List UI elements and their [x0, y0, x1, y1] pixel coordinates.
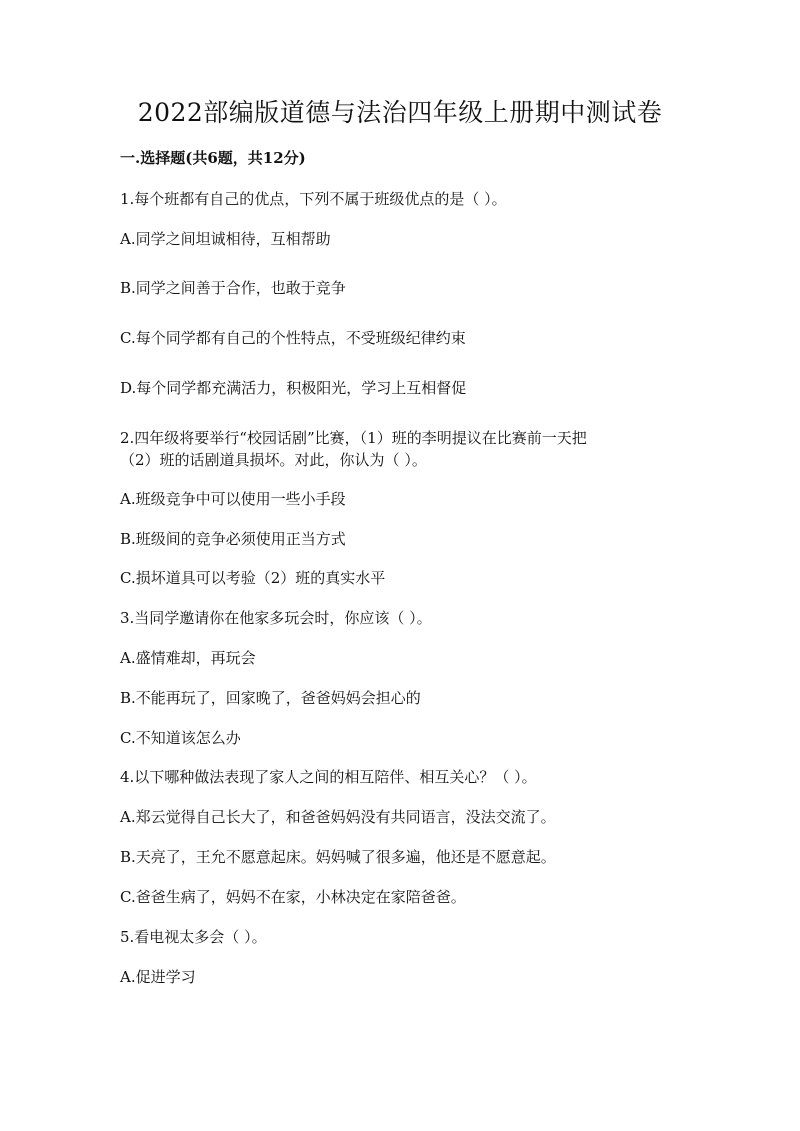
question-3-option-b: B.不能再玩了，回家晚了，爸爸妈妈会担心的 [120, 689, 421, 707]
question-3-stem: 3.当同学邀请你在他家多玩会时，你应该（ ）。 [120, 609, 432, 627]
question-4-option-a: A.郑云觉得自己长大了，和爸爸妈妈没有共同语言，没法交流了。 [120, 808, 556, 826]
question-4-stem: 4.以下哪种做法表现了家人之间的相互陪伴、相互关心？（ ）。 [120, 768, 537, 786]
exam-title: 2022部编版道德与法治四年级上册期中测试卷 [137, 98, 663, 127]
question-1-stem: 1.每个班都有自己的优点，下列不属于班级优点的是（ ）。 [120, 190, 507, 208]
question-2-stem-line-1: 2.四年级将要举行“校园话剧”比赛，（1）班的李明提议在比赛前一天把 [120, 429, 587, 447]
question-1-option-a: A.同学之间坦诚相待，互相帮助 [120, 230, 331, 248]
question-4-option-b: B.天亮了，王允不愿意起床。妈妈喊了很多遍，他还是不愿意起。 [120, 848, 556, 866]
question-2-option-b: B.班级间的竞争必须使用正当方式 [120, 530, 346, 548]
section-heading: 一.选择题(共6题，共12分) [120, 149, 306, 167]
question-5-stem: 5.看电视太多会（ ）。 [120, 928, 267, 946]
question-3-option-c: C.不知道该怎么办 [120, 729, 241, 747]
question-2-stem-line-2: （2）班的话剧道具损坏。对此，你认为（ ）。 [120, 451, 427, 469]
question-4-option-c: C.爸爸生病了，妈妈不在家，小林决定在家陪爸爸。 [120, 888, 466, 906]
question-1-option-d: D.每个同学都充满活力，积极阳光，学习上互相督促 [120, 379, 467, 397]
question-3-option-a: A.盛情难却，再玩会 [120, 649, 256, 667]
question-1-option-c: C.每个同学都有自己的个性特点，不受班级纪律约束 [120, 329, 466, 347]
question-2-option-c: C.损坏道具可以考验（2）班的真实水平 [120, 569, 386, 587]
question-1-option-b: B.同学之间善于合作，也敢于竞争 [120, 279, 346, 297]
question-5-option-a: A.促进学习 [120, 968, 196, 986]
question-2-option-a: A.班级竞争中可以使用一些小手段 [120, 490, 346, 508]
